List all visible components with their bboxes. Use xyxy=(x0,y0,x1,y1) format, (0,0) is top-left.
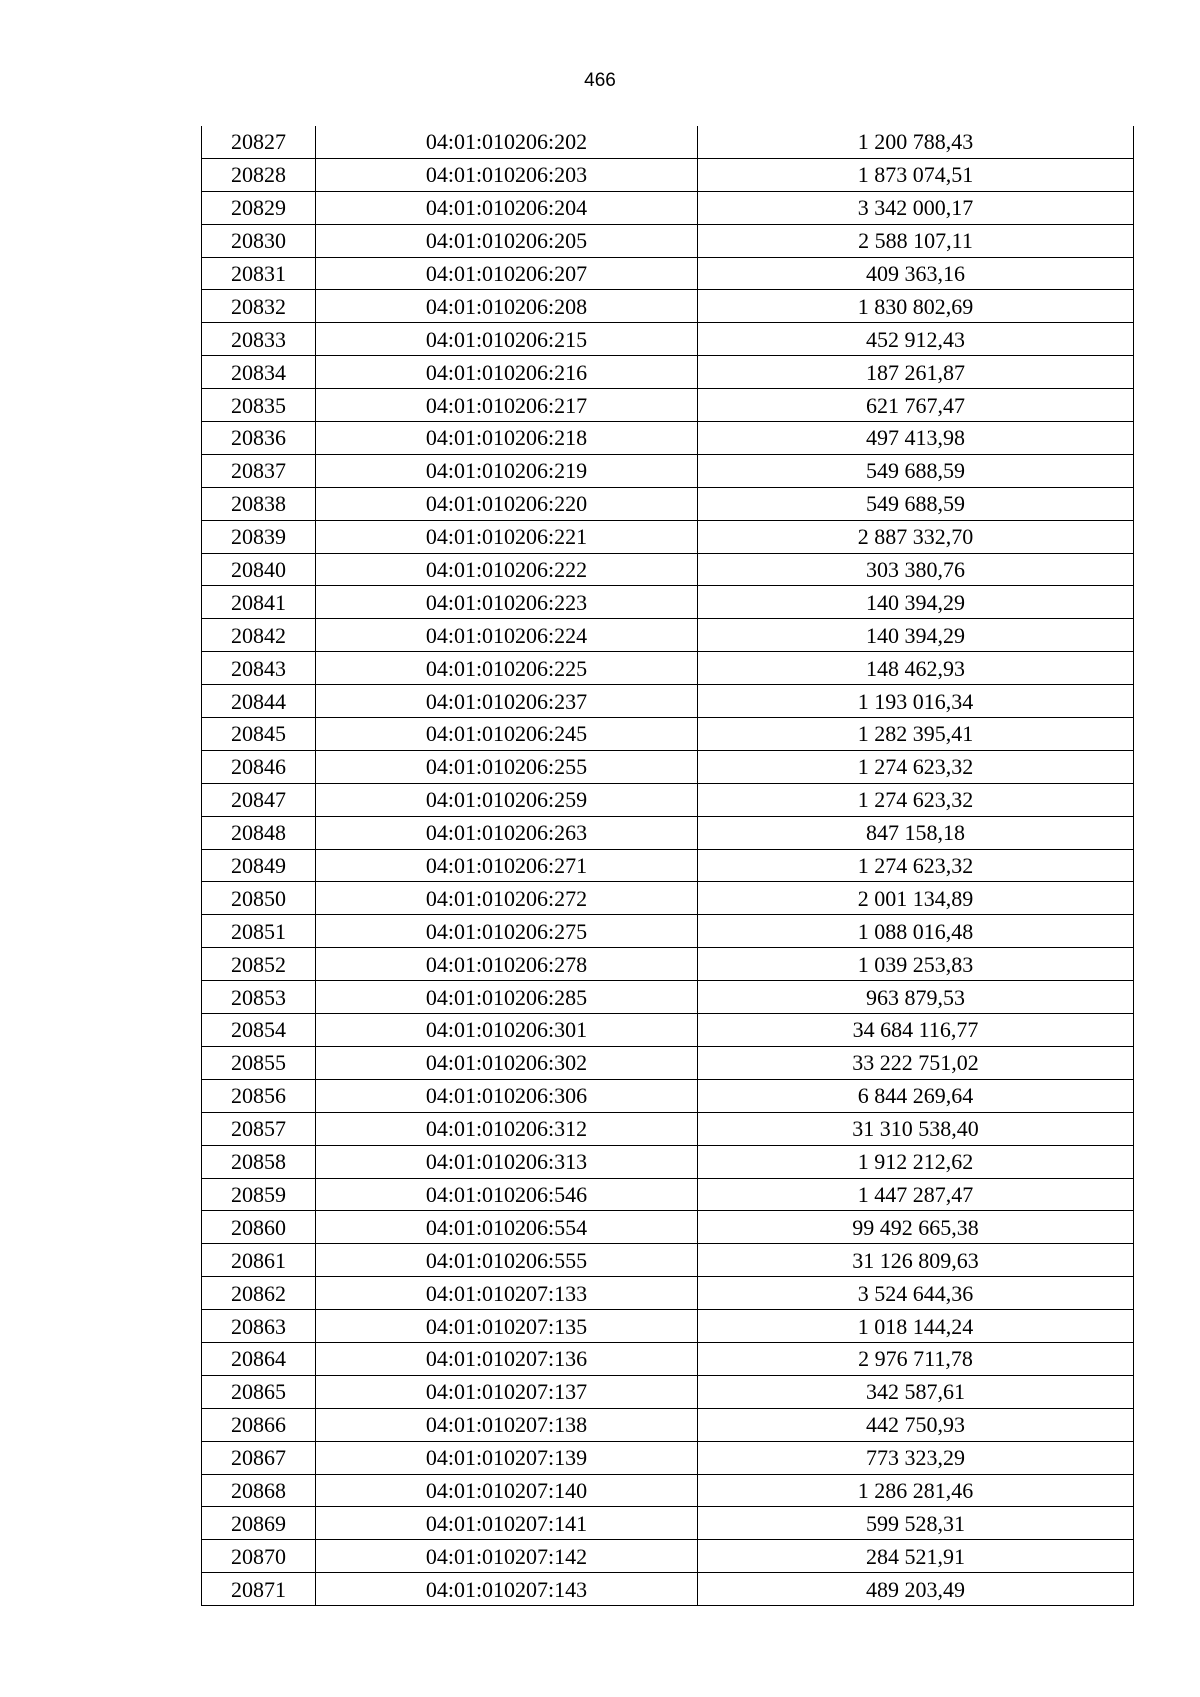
table-row xyxy=(202,422,1134,455)
table-row xyxy=(202,1211,1134,1244)
cadastral-value-cell: 549 688,59 xyxy=(698,454,1134,487)
page-number: 466 xyxy=(584,70,616,91)
table-row xyxy=(202,553,1134,586)
row-number-cell: 20858 xyxy=(202,1145,316,1178)
table-row xyxy=(202,750,1134,783)
table-row xyxy=(202,224,1134,257)
cadastral-value-cell: 2 976 711,78 xyxy=(698,1342,1134,1375)
table-row xyxy=(202,685,1134,718)
table-row xyxy=(202,158,1134,191)
cadastral-number-cell: 04:01:010206:216 xyxy=(316,356,698,389)
cadastral-value-cell: 1 193 016,34 xyxy=(698,685,1134,718)
cadastral-value-cell: 2 588 107,11 xyxy=(698,224,1134,257)
cadastral-value-cell: 148 462,93 xyxy=(698,652,1134,685)
cadastral-number-cell: 04:01:010206:302 xyxy=(316,1046,698,1079)
cadastral-number-cell: 04:01:010206:219 xyxy=(316,454,698,487)
row-number-cell: 20864 xyxy=(202,1342,316,1375)
cadastral-number-cell: 04:01:010206:224 xyxy=(316,619,698,652)
row-number-cell: 20835 xyxy=(202,389,316,422)
cadastral-number-cell: 04:01:010207:138 xyxy=(316,1408,698,1441)
cadastral-value-cell: 2 887 332,70 xyxy=(698,520,1134,553)
cadastral-value-cell: 1 447 287,47 xyxy=(698,1178,1134,1211)
row-number-cell: 20860 xyxy=(202,1211,316,1244)
row-number-cell: 20845 xyxy=(202,718,316,751)
cadastral-number-cell: 04:01:010206:312 xyxy=(316,1112,698,1145)
row-number-cell: 20867 xyxy=(202,1441,316,1474)
row-number-cell: 20870 xyxy=(202,1540,316,1573)
cadastral-number-cell: 04:01:010206:313 xyxy=(316,1145,698,1178)
cadastral-value-cell: 2 001 134,89 xyxy=(698,882,1134,915)
cadastral-value-cell: 1 274 623,32 xyxy=(698,750,1134,783)
cadastral-value-cell: 6 844 269,64 xyxy=(698,1079,1134,1112)
row-number-cell: 20836 xyxy=(202,422,316,455)
cadastral-number-cell: 04:01:010206:306 xyxy=(316,1079,698,1112)
table-row xyxy=(202,126,1134,158)
row-number-cell: 20853 xyxy=(202,981,316,1014)
row-number-cell: 20829 xyxy=(202,191,316,224)
cadastral-number-cell: 04:01:010207:141 xyxy=(316,1507,698,1540)
row-number-cell: 20850 xyxy=(202,882,316,915)
row-number-cell: 20859 xyxy=(202,1178,316,1211)
cadastral-number-cell: 04:01:010206:272 xyxy=(316,882,698,915)
row-number-cell: 20848 xyxy=(202,816,316,849)
table-row xyxy=(202,1310,1134,1343)
row-number-cell: 20849 xyxy=(202,849,316,882)
row-number-cell: 20871 xyxy=(202,1573,316,1606)
table-row xyxy=(202,323,1134,356)
cadastral-number-cell: 04:01:010206:301 xyxy=(316,1014,698,1047)
row-number-cell: 20865 xyxy=(202,1375,316,1408)
table-row xyxy=(202,1178,1134,1211)
table-row xyxy=(202,981,1134,1014)
cadastral-number-cell: 04:01:010206:237 xyxy=(316,685,698,718)
cadastral-number-cell: 04:01:010206:245 xyxy=(316,718,698,751)
table-row xyxy=(202,1342,1134,1375)
row-number-cell: 20834 xyxy=(202,356,316,389)
row-number-cell: 20831 xyxy=(202,257,316,290)
cadastral-value-cell: 140 394,29 xyxy=(698,586,1134,619)
row-number-cell: 20833 xyxy=(202,323,316,356)
row-number-cell: 20838 xyxy=(202,487,316,520)
table-row xyxy=(202,1573,1134,1606)
table-row xyxy=(202,520,1134,553)
cadastral-number-cell: 04:01:010207:137 xyxy=(316,1375,698,1408)
cadastral-value-cell: 773 323,29 xyxy=(698,1441,1134,1474)
cadastral-value-cell: 1 873 074,51 xyxy=(698,158,1134,191)
row-number-cell: 20857 xyxy=(202,1112,316,1145)
cadastral-value-cell: 187 261,87 xyxy=(698,356,1134,389)
cadastral-value-cell: 621 767,47 xyxy=(698,389,1134,422)
cadastral-number-cell: 04:01:010206:255 xyxy=(316,750,698,783)
table-row xyxy=(202,389,1134,422)
cadastral-number-cell: 04:01:010206:225 xyxy=(316,652,698,685)
cadastral-number-cell: 04:01:010206:220 xyxy=(316,487,698,520)
cadastral-number-cell: 04:01:010206:546 xyxy=(316,1178,698,1211)
table-row xyxy=(202,290,1134,323)
cadastral-number-cell: 04:01:010207:135 xyxy=(316,1310,698,1343)
cadastral-number-cell: 04:01:010206:217 xyxy=(316,389,698,422)
table-row xyxy=(202,356,1134,389)
cadastral-value-cell: 409 363,16 xyxy=(698,257,1134,290)
cadastral-value-cell: 342 587,61 xyxy=(698,1375,1134,1408)
cadastral-value-cell: 3 342 000,17 xyxy=(698,191,1134,224)
cadastral-value-cell: 34 684 116,77 xyxy=(698,1014,1134,1047)
cadastral-number-cell: 04:01:010207:139 xyxy=(316,1441,698,1474)
row-number-cell: 20862 xyxy=(202,1277,316,1310)
cadastral-value-cell: 303 380,76 xyxy=(698,553,1134,586)
cadastral-number-cell: 04:01:010206:554 xyxy=(316,1211,698,1244)
cadastral-number-cell: 04:01:010206:271 xyxy=(316,849,698,882)
table-row xyxy=(202,1474,1134,1507)
cadastral-number-cell: 04:01:010207:133 xyxy=(316,1277,698,1310)
cadastral-number-cell: 04:01:010206:221 xyxy=(316,520,698,553)
table-row xyxy=(202,1244,1134,1277)
row-number-cell: 20840 xyxy=(202,553,316,586)
row-number-cell: 20863 xyxy=(202,1310,316,1343)
cadastral-value-cell: 1 274 623,32 xyxy=(698,849,1134,882)
row-number-cell: 20856 xyxy=(202,1079,316,1112)
row-number-cell: 20861 xyxy=(202,1244,316,1277)
cadastral-value-cell: 489 203,49 xyxy=(698,1573,1134,1606)
cadastral-number-cell: 04:01:010206:208 xyxy=(316,290,698,323)
row-number-cell: 20841 xyxy=(202,586,316,619)
cadastral-number-cell: 04:01:010206:285 xyxy=(316,981,698,1014)
cadastral-value-cell: 284 521,91 xyxy=(698,1540,1134,1573)
row-number-cell: 20842 xyxy=(202,619,316,652)
row-number-cell: 20843 xyxy=(202,652,316,685)
cadastral-number-cell: 04:01:010206:222 xyxy=(316,553,698,586)
table-row xyxy=(202,1277,1134,1310)
table-row xyxy=(202,1408,1134,1441)
table-row xyxy=(202,652,1134,685)
row-number-cell: 20844 xyxy=(202,685,316,718)
table-row xyxy=(202,915,1134,948)
cadastral-value-cell: 847 158,18 xyxy=(698,816,1134,849)
cadastral-number-cell: 04:01:010206:275 xyxy=(316,915,698,948)
row-number-cell: 20837 xyxy=(202,454,316,487)
cadastral-number-cell: 04:01:010206:555 xyxy=(316,1244,698,1277)
cadastral-number-cell: 04:01:010207:140 xyxy=(316,1474,698,1507)
table-row xyxy=(202,1145,1134,1178)
cadastral-number-cell: 04:01:010206:223 xyxy=(316,586,698,619)
table-row xyxy=(202,257,1134,290)
cadastral-number-cell: 04:01:010207:143 xyxy=(316,1573,698,1606)
cadastral-value-cell: 1 286 281,46 xyxy=(698,1474,1134,1507)
cadastral-number-cell: 04:01:010206:207 xyxy=(316,257,698,290)
cadastral-value-cell: 442 750,93 xyxy=(698,1408,1134,1441)
cadastral-number-cell: 04:01:010207:136 xyxy=(316,1342,698,1375)
cadastral-value-cell: 1 200 788,43 xyxy=(698,126,1134,158)
table-row xyxy=(202,619,1134,652)
table-row xyxy=(202,1375,1134,1408)
cadastral-number-cell: 04:01:010206:259 xyxy=(316,783,698,816)
cadastral-value-cell: 1 830 802,69 xyxy=(698,290,1134,323)
row-number-cell: 20828 xyxy=(202,158,316,191)
cadastral-number-cell: 04:01:010206:203 xyxy=(316,158,698,191)
cadastral-value-cell: 452 912,43 xyxy=(698,323,1134,356)
table-row xyxy=(202,849,1134,882)
table-row xyxy=(202,454,1134,487)
cadastral-number-cell: 04:01:010206:263 xyxy=(316,816,698,849)
cadastral-value-cell: 599 528,31 xyxy=(698,1507,1134,1540)
cadastral-value-cell: 1 088 016,48 xyxy=(698,915,1134,948)
cadastral-number-cell: 04:01:010206:205 xyxy=(316,224,698,257)
table-row xyxy=(202,1507,1134,1540)
cadastral-value-cell: 33 222 751,02 xyxy=(698,1046,1134,1079)
table-row xyxy=(202,1046,1134,1079)
cadastral-value-cell: 549 688,59 xyxy=(698,487,1134,520)
row-number-cell: 20832 xyxy=(202,290,316,323)
row-number-cell: 20830 xyxy=(202,224,316,257)
row-number-cell: 20846 xyxy=(202,750,316,783)
cadastral-number-cell: 04:01:010206:204 xyxy=(316,191,698,224)
cadastral-value-cell: 497 413,98 xyxy=(698,422,1134,455)
cadastral-value-cell: 1 018 144,24 xyxy=(698,1310,1134,1343)
table-row xyxy=(202,1079,1134,1112)
cadastral-value-cell: 1 274 623,32 xyxy=(698,783,1134,816)
cadastral-value-cell: 1 912 212,62 xyxy=(698,1145,1134,1178)
table-row xyxy=(202,948,1134,981)
row-number-cell: 20851 xyxy=(202,915,316,948)
table-row xyxy=(202,1441,1134,1474)
cadastral-value-cell: 31 126 809,63 xyxy=(698,1244,1134,1277)
row-number-cell: 20866 xyxy=(202,1408,316,1441)
row-number-cell: 20827 xyxy=(202,126,316,158)
cadastral-value-cell: 140 394,29 xyxy=(698,619,1134,652)
cadastral-number-cell: 04:01:010206:215 xyxy=(316,323,698,356)
cadastral-number-cell: 04:01:010206:218 xyxy=(316,422,698,455)
cadastral-value-cell: 99 492 665,38 xyxy=(698,1211,1134,1244)
row-number-cell: 20855 xyxy=(202,1046,316,1079)
row-number-cell: 20847 xyxy=(202,783,316,816)
table-row xyxy=(202,1540,1134,1573)
cadastral-value-table xyxy=(201,126,1134,1606)
cadastral-value-cell: 1 039 253,83 xyxy=(698,948,1134,981)
cadastral-number-cell: 04:01:010206:202 xyxy=(316,126,698,158)
table-row xyxy=(202,816,1134,849)
table-row xyxy=(202,1014,1134,1047)
row-number-cell: 20869 xyxy=(202,1507,316,1540)
table-row xyxy=(202,783,1134,816)
row-number-cell: 20839 xyxy=(202,520,316,553)
cadastral-number-cell: 04:01:010206:278 xyxy=(316,948,698,981)
cadastral-value-cell: 963 879,53 xyxy=(698,981,1134,1014)
table-row xyxy=(202,487,1134,520)
row-number-cell: 20854 xyxy=(202,1014,316,1047)
table-row xyxy=(202,586,1134,619)
cadastral-value-cell: 31 310 538,40 xyxy=(698,1112,1134,1145)
table-row xyxy=(202,1112,1134,1145)
table-body xyxy=(202,126,1134,1606)
table-row xyxy=(202,718,1134,751)
cadastral-value-cell: 3 524 644,36 xyxy=(698,1277,1134,1310)
row-number-cell: 20868 xyxy=(202,1474,316,1507)
table-row xyxy=(202,191,1134,224)
cadastral-value-cell: 1 282 395,41 xyxy=(698,718,1134,751)
cadastral-number-cell: 04:01:010207:142 xyxy=(316,1540,698,1573)
table-row xyxy=(202,882,1134,915)
row-number-cell: 20852 xyxy=(202,948,316,981)
